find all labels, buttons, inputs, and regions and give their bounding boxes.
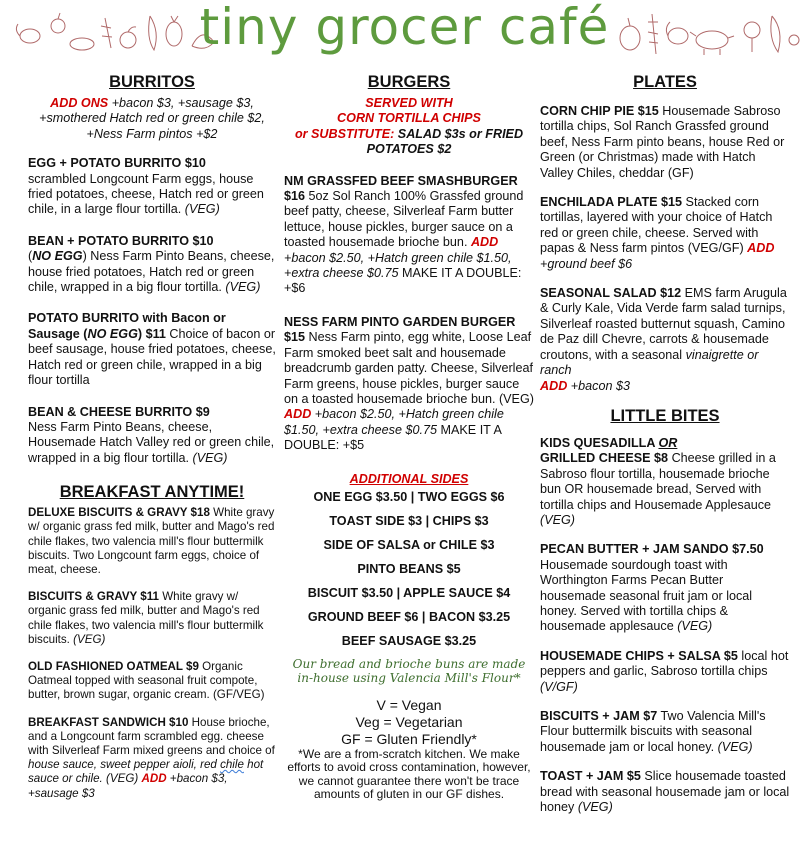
item-extra: MAKE IT A DOUBLE: +$6	[284, 266, 522, 296]
item-name: EGG + POTATO BURRITO $10	[28, 156, 206, 171]
menu-item	[28, 311, 276, 388]
item-desc: White gravy w/ organic grass fed milk, butter and Mago's red chile flakes, two valencia mill's flour buttermilk biscuits. Two Longcount farm eggs, choice of meat, cheese.	[28, 506, 275, 576]
additional-sides	[284, 472, 534, 649]
add-text: +bacon $3, +sausage $3	[28, 772, 228, 800]
column-right	[540, 70, 790, 831]
item-name: TOAST + JAM $5	[540, 769, 641, 784]
item-desc: House brioche, and a Longcount farm scrambled egg. cheese with Silverleaf Farm mixed greens and choice of	[28, 715, 275, 757]
menu-item	[28, 716, 276, 801]
item-name: BISCUITS & GRAVY $11	[28, 590, 160, 604]
item-name: BEAN + POTATO BURRITO $10	[28, 233, 214, 248]
plates-heading: PLATES	[633, 73, 697, 91]
item-name: HOUSEMADE CHIPS + SALSA $5	[540, 648, 738, 663]
add-label: ADD	[141, 772, 167, 786]
item-desc: Housemade sourdough toast with Worthington Farms Pecan Butter housemade seasonal fruit jam or local honey. Served with tortilla chips & housemade applesauce	[540, 557, 753, 634]
breakfast-heading: BREAKFAST ANYTIME!	[59, 483, 245, 502]
column-left	[28, 70, 276, 817]
item-name: SEASONAL SALAD $12	[540, 286, 682, 301]
column-middle	[284, 70, 534, 802]
burgers-heading: BURGERS	[367, 73, 451, 91]
burger-served-with	[284, 96, 534, 158]
item-name: KIDS QUESADILLA	[540, 435, 659, 450]
item-desc: Two Valencia Mill's Flour buttermilk biscuits with seasonal housemade jam or local honey.	[540, 709, 766, 754]
item-tag: (VEG)	[225, 280, 261, 295]
menu-item	[540, 542, 790, 634]
item-desc-italic: house sauce, sweet pepper aioli, red	[28, 758, 221, 772]
item-desc: 5oz Sol Ranch 100% Grassfed ground beef patty, cheese, Silverleaf Farm butter lettuce, house pickles, burger sauce on a toasted housemade brioche bun.	[284, 189, 524, 250]
item-name: CORN CHIP PIE $15	[540, 104, 659, 118]
add-label: ADD	[540, 378, 568, 393]
menu-item	[28, 590, 276, 647]
no-egg-label: NO EGG	[32, 249, 83, 264]
item-desc-italic: vinaigrette or ranch	[540, 347, 759, 378]
item-name: PECAN BUTTER + JAM SANDO $7.50	[540, 542, 764, 557]
cafe-title: tiny grocer café	[199, 0, 610, 56]
dietary-legend	[284, 697, 534, 748]
gluten-disclaimer: *We are a from-scratch kitchen. We make efforts to avoid cross contamination, however, we cannot guarantee there won't be trace amounts of gluten in our GF dishes.	[287, 746, 531, 802]
vegetable-doodles-right-icon	[612, 6, 802, 62]
header	[0, 0, 809, 66]
menu-item	[540, 286, 790, 394]
item-desc: Slice housemade toasted bread with seasonal housemade jam or local honey	[540, 769, 790, 815]
menu-item	[284, 315, 534, 454]
side-line: BEEF SAUSAGE $3.25	[341, 633, 477, 648]
add-text: +ground beef $6	[540, 256, 633, 271]
addons-label: ADD ONS	[50, 96, 109, 110]
item-tag: (VEG)	[73, 632, 106, 646]
item-name: ENCHILADA PLATE $15	[540, 195, 683, 210]
side-line: GROUND BEEF $6 | BACON $3.25	[307, 609, 511, 624]
item-desc: scrambled Longcount Farm eggs, house fried potatoes, cheese, Hatch red or green chile, in a large flour tortilla.	[28, 171, 264, 217]
menu-item	[540, 436, 790, 528]
item-desc: Ness Farm pinto, egg white, Loose Leaf Farm smoked beet salt and housemade breadcrumb garden patty. Cheese, Silverleaf Farm greens, house pickles, burger sauce on a toasted housemade brioche bun. (VEG)	[284, 330, 534, 406]
legend-gluten-friendly: GF = Gluten Friendly*	[341, 730, 477, 747]
item-desc: Choice of bacon or beef sausage, house fried potatoes, cheese, Hatch red or green chile, wrapped in a big flour tortilla	[28, 326, 276, 388]
item-tag: (VEG)	[577, 800, 613, 815]
menu-item	[284, 174, 534, 297]
burrito-addons	[28, 96, 276, 142]
addons-text: +bacon $3, +sausage $3, +smothered Hatch red or green chile $2, +Ness Farm pintos +$2	[39, 96, 265, 141]
item-desc: White gravy w/ organic grass fed milk, butter and Mago's red chile flakes, two valencia mill's flour buttermilk biscuits.	[28, 590, 264, 646]
item-tag: (VEG)	[184, 202, 220, 217]
item-desc: local hot peppers and garlic, Sabroso tortilla chips	[540, 648, 789, 679]
item-or: OR	[658, 435, 678, 450]
item-tag: (VEG)	[540, 512, 575, 527]
item-name-2: GRILLED CHEESE $8	[540, 451, 669, 466]
item-name: BISCUITS + JAM $7	[540, 709, 658, 723]
add-label: ADD	[284, 407, 312, 422]
no-egg-label: NO EGG	[87, 326, 138, 341]
menu-item	[28, 506, 276, 577]
side-line: BISCUIT $3.50 | APPLE SAUCE $4	[307, 585, 511, 600]
item-desc-italic-2: hot sauce or chile.	[28, 758, 264, 786]
item-name: BEAN & CHEESE BURRITO $9	[28, 404, 210, 419]
add-text: +bacon $3	[567, 378, 630, 393]
side-line: ONE EGG $3.50 | TWO EGGS $6	[313, 489, 505, 504]
menu-item	[540, 709, 790, 755]
item-desc: Ness Farm Pinto Beans, cheese, Housemade Hatch Valley red or green chile, wrapped in a big flour tortilla.	[28, 419, 275, 465]
legend-vegetarian: Veg = Vegetarian	[355, 713, 463, 730]
menu-item	[28, 405, 276, 467]
menu-item	[28, 660, 276, 703]
item-tag: (VEG)	[192, 450, 228, 465]
add-text: +bacon $2.50, +Hatch green chile $1.50, +extra cheese $0.75	[284, 407, 504, 437]
side-line: PINTO BEANS $5	[357, 561, 461, 576]
item-tag: (VEG)	[717, 739, 753, 754]
add-label: ADD	[747, 241, 775, 256]
item-name: BREAKFAST SANDWICH $10	[28, 715, 189, 729]
item-name: DELUXE BISCUITS & GRAVY $18	[28, 506, 210, 520]
item-desc: Housemade Sabroso tortilla chips, Sol Ranch Grassfed ground beef, Ness Farm pinto beans, house Red or Green (or Christmas) made with Hatch Valley Chiles, cheddar (GF)	[540, 104, 785, 180]
menu-item	[540, 649, 790, 695]
burritos-heading: BURRITOS	[109, 73, 195, 91]
item-tag: (VEG)	[106, 772, 139, 786]
side-line: TOAST SIDE $3 | CHIPS $3	[329, 513, 489, 528]
menu-item	[540, 769, 790, 815]
menu-item: BEAN + POTATO BURRITO $10 (NO EGG) Ness Farm Pinto Beans, cheese, house fried potatoes, Hatch red or green chile, wrapped in a big flour tortilla. (VEG)	[28, 233, 275, 295]
item-name: OLD FASHIONED OATMEAL $9	[28, 659, 199, 673]
item-tag: (VEG)	[677, 619, 713, 634]
item-desc: Organic Oatmeal topped with seasonal fruit compote, butter, brown sugar, organic cream. (GF/VEG)	[28, 659, 265, 702]
item-desc-chile: chile	[220, 758, 244, 772]
item-desc: EMS farm Arugula & Curly Kale, Vida Verde farm salad turnips, Silverleaf roasted butternut squash, Camino de Paz dill Chevre, carrots & housemade croutons, with a seasonal	[540, 286, 787, 362]
menu-item	[28, 156, 276, 218]
little-bites-heading: LITTLE BITES	[610, 406, 720, 425]
menu-item	[540, 104, 790, 181]
item-desc: Ness Farm Pinto Beans, cheese, house fried potatoes, Hatch red or green chile, wrapped in a big flour tortilla.	[28, 249, 275, 295]
item-extra: MAKE IT A DOUBLE: +$5	[284, 422, 502, 453]
item-name: POTATO BURRITO with Bacon or Sausage (	[28, 311, 226, 341]
served-options: SALAD $3s or FRIED POTATOES $2	[366, 126, 524, 157]
side-line: SIDE OF SALSA or CHILE $3	[323, 537, 495, 552]
served-chips: CORN TORTILLA CHIPS	[337, 111, 481, 126]
bread-note: Our bread and brioche buns are made in-house using Valencia Mill's Flour*	[292, 656, 526, 685]
add-label: ADD	[470, 235, 499, 250]
item-desc: Cheese grilled in a Sabroso flour tortilla, housemade brioche bun OR housemade bread, Served with tortilla chips and Housemade Applesauce	[540, 451, 776, 512]
item-name: NM GRASSFED BEEF SMASHBURGER $16	[284, 173, 518, 204]
add-text: +bacon $2.50, +Hatch green chile $1.50, +extra cheese $0.75	[284, 250, 512, 281]
item-price: ) $11	[137, 326, 166, 341]
item-name: NESS FARM PINTO GARDEN BURGER $15	[284, 314, 516, 345]
legend-vegan: V = Vegan	[376, 696, 442, 713]
served-with: SERVED WITH	[365, 96, 453, 110]
item-tag: (V/GF)	[540, 679, 578, 694]
menu-item	[540, 195, 790, 272]
item-desc: Stacked corn tortillas, layered with your choice of Hatch red or green chile, cheese. Served with papas & Ness farm pintos (VEG/GF)	[540, 195, 773, 256]
served-substitute: or SUBSTITUTE:	[294, 126, 395, 141]
sides-heading: ADDITIONAL SIDES	[349, 471, 469, 486]
